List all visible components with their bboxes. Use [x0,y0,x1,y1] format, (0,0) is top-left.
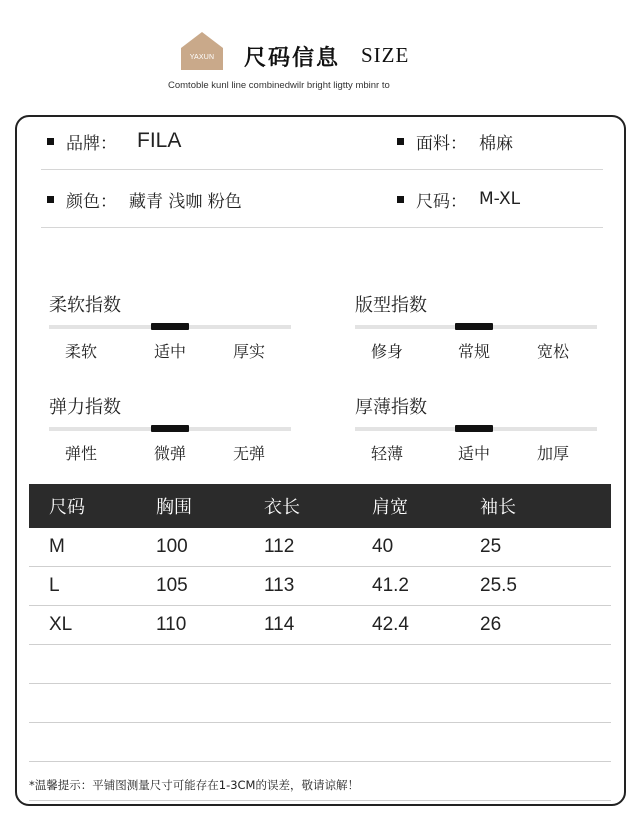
table-cell: 105 [156,575,188,596]
measurement-note: *温馨提示：平铺图测量尺寸可能存在1-3CM的误差，敬请谅解！ [29,778,359,792]
page-title: 尺码信息 [244,45,341,71]
info-row-brand-fabric [17,121,624,161]
brand-label: 品牌： [66,133,117,154]
index-option: 适中 [457,444,490,463]
fit-index [355,291,597,361]
bullet-icon [397,138,404,145]
table-row [29,528,611,567]
index-marker [151,425,189,432]
index-marker [455,425,493,432]
info-row-color-size [17,179,624,219]
divider [41,227,603,228]
table-row-empty [29,684,611,723]
index-option: 适中 [153,342,186,361]
column-header-sleeve: 袖长 [480,497,516,518]
size-table-header [29,484,611,528]
index-option: 修身 [370,342,403,361]
table-cell: 25 [480,536,502,557]
table-row-empty [29,723,611,762]
table-row [29,567,611,606]
column-header-chest: 胸围 [156,497,192,518]
color-info [47,179,242,219]
index-option: 轻薄 [370,444,403,463]
size-info-card [15,115,626,806]
table-cell: 41.2 [372,575,409,596]
size-table [29,484,611,801]
index-option: 微弹 [153,444,186,463]
index-option: 加厚 [536,444,569,463]
index-option: 无弹 [232,444,265,463]
page-title-en: SIZE [361,43,410,67]
index-marker [455,323,493,330]
table-cell: 40 [372,536,394,557]
index-option: 常规 [457,342,490,361]
bullet-icon [397,196,404,203]
brand-logo-icon [181,32,223,70]
brand-info [47,121,181,161]
table-cell: XL [49,614,73,635]
index-marker [151,323,189,330]
divider [41,169,603,170]
table-cell: 25.5 [480,575,517,596]
index-option: 柔软 [64,342,97,361]
table-cell: 113 [264,575,295,596]
table-cell: M [49,536,65,557]
index-title: 柔软指数 [49,295,121,316]
table-row-empty [29,645,611,684]
color-label: 颜色： [66,191,117,212]
table-cell: 114 [264,614,295,635]
index-title: 弹力指数 [49,397,121,418]
column-header-size: 尺码 [49,497,85,518]
size-info [397,179,520,219]
logo-text: YAXUN [189,54,215,61]
elasticity-index [49,393,291,463]
table-cell: 110 [156,614,187,635]
index-option: 弹性 [64,444,97,463]
page-subtitle: Comtoble kunl line combinedwilr bright ligtty mbinr to [168,80,390,91]
bullet-icon [47,138,54,145]
fabric-info [397,121,513,161]
size-range-value: M-XL [479,189,521,209]
table-cell: 112 [264,536,295,557]
table-cell: L [49,575,60,596]
table-cell: 26 [480,614,502,635]
index-option: 宽松 [536,342,569,361]
color-value: 藏青 浅咖 粉色 [129,191,242,212]
bullet-icon [47,196,54,203]
softness-index [49,291,291,361]
fabric-label: 面料： [416,133,467,154]
size-label: 尺码： [416,191,467,212]
index-title: 版型指数 [355,295,427,316]
brand-value: FILA [137,129,182,152]
column-header-shoulder: 肩宽 [372,497,408,518]
index-title: 厚薄指数 [355,397,427,418]
table-cell: 42.4 [372,614,409,635]
thickness-index [355,393,597,463]
index-option: 厚实 [232,342,265,361]
table-cell: 100 [156,536,188,557]
column-header-length: 衣长 [264,497,300,518]
fabric-value: 棉麻 [479,133,513,154]
table-row [29,606,611,645]
